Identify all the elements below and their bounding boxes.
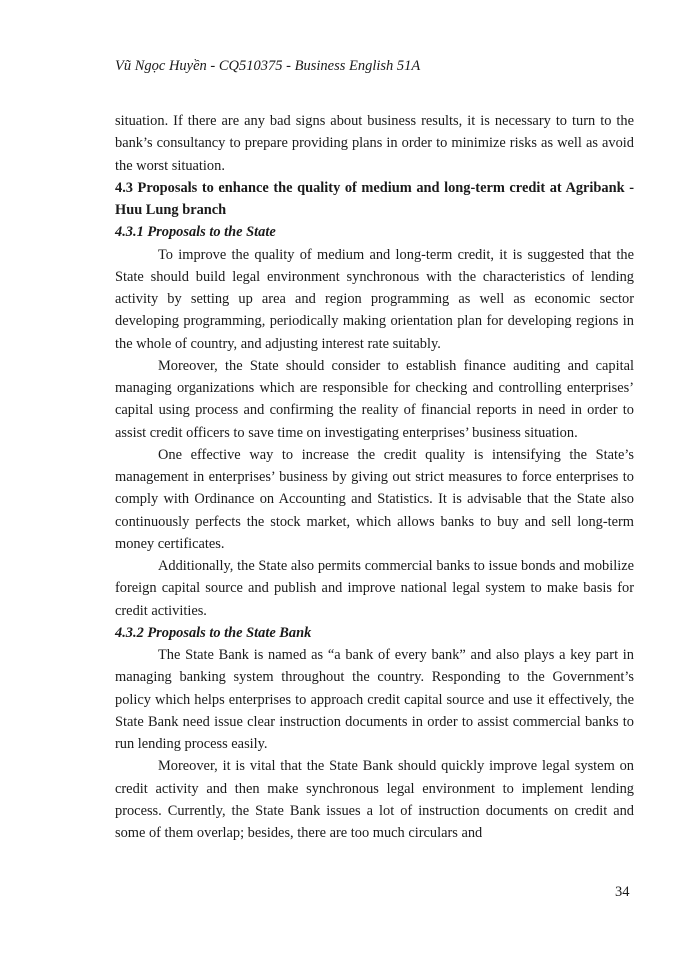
paragraph: One effective way to increase the credit quality is intensifying the State’s management in enterprises’ business by giving out strict measures to force enterprises to comply with Ordinance on Accounting and Statistics. It is advisable that the State also continuously perfects the stock market, which allows banks to buy and sell long-term money certificates. (115, 446, 634, 552)
paragraph-continuation: situation. If there are any bad signs about business results, it is necessary to turn to the bank’s consultancy to prepare providing plans in order to minimize risks as well as avoid the worst situation. (115, 113, 634, 174)
paragraph: The State Bank is named as “a bank of every bank” and also plays a key part in managing banking system throughout the country. Responding to the Government’s policy which helps enterprises to approach credit capital source and use it effectively, the State Bank need issue clear instruction documents in order to assist commercial banks to run lending process easily. (115, 647, 634, 752)
document-body (115, 110, 634, 844)
paragraph: Moreover, the State should consider to establish finance auditing and capital managing organizations which are responsible for checking and controlling enterprises’ capital using process and confirming the reality of financial reports in need in order to assist credit officers to save time on investigating enterprises’ business situation. (115, 357, 634, 441)
paragraph: To improve the quality of medium and long-term credit, it is suggested that the State should build legal environment synchronous with the characteristics of lending activity by setting up area and region programming as well as economic sector developing programming, periodically making orientation plan for developing regions in the whole of country, and adjusting interest rate suitably. (115, 246, 634, 352)
page-header: Vũ Ngọc Huyền - CQ510375 - Business English 51A (115, 58, 421, 74)
paragraph: Additionally, the State also permits commercial banks to issue bonds and mobilize foreign capital source and publish and improve national legal system to make basis for credit activities. (115, 558, 634, 619)
paragraph: Moreover, it is vital that the State Bank should quickly improve legal system on credit activity and then make synchronous legal environment to implement lending process. Currently, the State Bank issues a lot of instruction documents on credit and some of them overlap; besides, there are too much circulars and (115, 758, 634, 841)
subsection-heading-4-3-2: 4.3.2 Proposals to the State Bank (115, 624, 312, 641)
page-number: 34 (615, 884, 630, 900)
subsection-heading-4-3-1: 4.3.1 Proposals to the State (115, 224, 276, 241)
section-heading-4-3: 4.3 Proposals to enhance the quality of medium and long-term credit at Agribank - Huu Lung branch (115, 179, 634, 218)
